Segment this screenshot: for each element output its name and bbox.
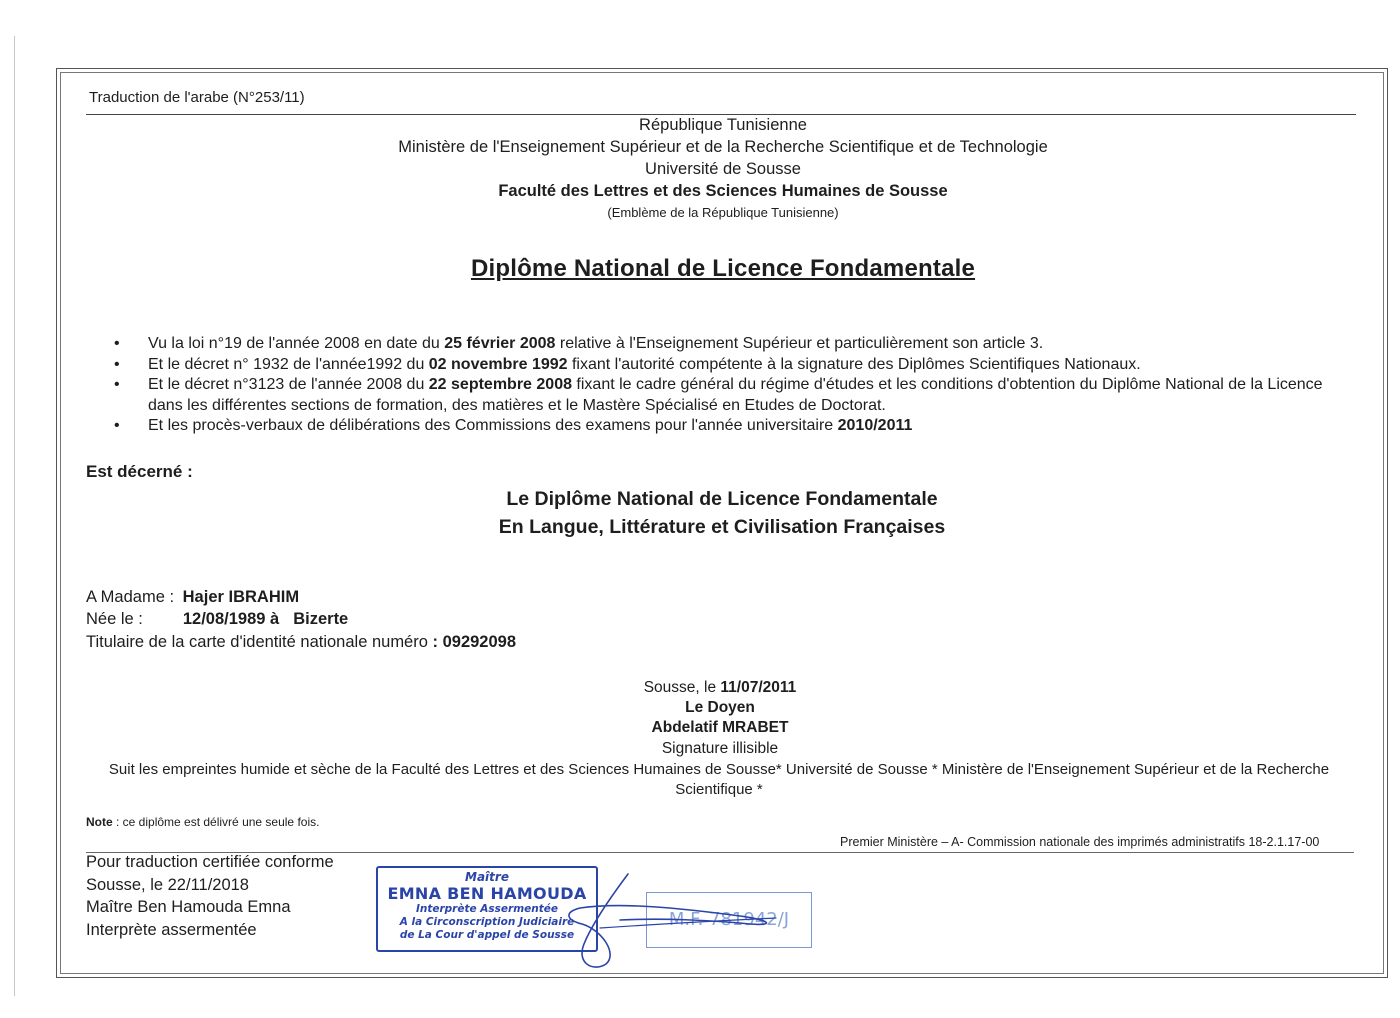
- signature-date-line: [0, 678, 1400, 699]
- consideration-text: Et le décret n°3123 de l'année 2008 du: [148, 376, 429, 393]
- translation-reference: Traduction de l'arabe (N°253/11): [89, 89, 305, 106]
- consideration-text: fixant le cadre général du régime d'études et les conditions d'obtention du Diplôme National de la Licence dans les différentes sections de formation, des matières et le Mastère Spécialisé en Etudes de Doctorat.: [148, 376, 1323, 414]
- id-label: Titulaire de la carte d'identité nationale numéro: [86, 633, 433, 651]
- consideration-date: 02 novembre 1992: [428, 355, 568, 373]
- birth-place: Bizerte: [293, 610, 349, 628]
- stamp-line: A la Circonscription Judiciaire: [399, 916, 575, 928]
- note-text: : ce diplôme est délivré une seule fois.: [112, 815, 320, 829]
- degree-name: Le Diplôme National de Licence Fondamentale: [506, 488, 938, 510]
- recipient-id-line: [86, 633, 516, 652]
- considerations-list: [114, 334, 1334, 437]
- list-item: [114, 416, 1334, 437]
- certification-line: Pour traduction certifiée conforme: [86, 853, 334, 871]
- note-label: Note: [86, 815, 113, 829]
- bullet-icon: •: [114, 417, 120, 434]
- stamp-line: Interprète Assermentée: [415, 903, 559, 915]
- consideration-date: 22 septembre 2008: [428, 376, 572, 393]
- consideration-date: 25 février 2008: [444, 335, 556, 352]
- consideration-date: 2010/2011: [837, 417, 913, 434]
- handwritten-signature: [540, 868, 800, 978]
- mf-stamp: M.F. 781942/J: [646, 892, 812, 948]
- consideration-text: relative à l'Enseignement Supérieur et particulièrement son article 3.: [555, 335, 1044, 352]
- degree-specialty: En Langue, Littérature et Civilisation Françaises: [498, 516, 946, 538]
- consideration-text: fixant l'autorité compétente à la signature des Diplômes Scientifiques Nationaux.: [567, 355, 1141, 373]
- recipient-name-line: [86, 588, 299, 607]
- signature-place: Sousse, le: [643, 679, 721, 696]
- stamp-title: Maître: [465, 870, 509, 884]
- consideration-text: Et les procès-verbaux de délibérations des Commissions des examens pour l'année universitaire: [148, 417, 838, 434]
- translator-name: Maître Ben Hamouda Emna: [86, 898, 291, 916]
- recipient-name: Hajer IBRAHIM: [182, 588, 300, 606]
- stamp-line: de La Cour d'appel de Sousse: [399, 929, 575, 941]
- form-reference: Premier Ministère – A- Commission nationale des imprimés administratifs 18-2.1.17-00: [840, 835, 1320, 849]
- issuance-note: [86, 815, 319, 829]
- certification-block: [86, 851, 334, 941]
- ministry-name: Ministère de l'Enseignement Supérieur et de la Recherche Scientifique et de Technologie: [398, 138, 1048, 156]
- list-item: [114, 334, 1334, 355]
- awarded-label: Est décerné :: [86, 462, 193, 481]
- birth-date: 12/08/1989 à: [182, 610, 280, 628]
- recipient-birth-line: [86, 610, 348, 629]
- id-number: 09292098: [442, 633, 517, 651]
- signature-status: Signature illisible: [661, 740, 779, 757]
- birth-label: Née le :: [86, 610, 143, 628]
- dean-name: Abdelatif MRABET: [651, 719, 789, 736]
- id-separator: :: [432, 633, 443, 651]
- certification-date: Sousse, le 22/11/2018: [86, 875, 249, 894]
- recipient-name-label: A Madame :: [86, 588, 179, 606]
- consideration-text: Et le décret n° 1932 de l'année1992 du: [148, 355, 429, 373]
- diploma-title: Diplôme National de Licence Fondamentale: [470, 255, 976, 282]
- consideration-text: Vu la loi n°19 de l'année 2008 en date du: [148, 335, 445, 352]
- list-item: [114, 355, 1334, 376]
- stamp-name: EMNA BEN HAMOUDA: [387, 884, 587, 903]
- list-item: [114, 375, 1334, 416]
- seals-note: Suit les empreintes humide et sèche de la Faculté des Lettres et des Sciences Humaines de Sousse* Université de Sousse * Ministère de l'Enseignement Supérieur et de la Recherche Scientifique *: [108, 761, 1330, 798]
- faculty-name: Faculté des Lettres et des Sciences Humaines de Sousse: [498, 182, 948, 200]
- republic-name: République Tunisienne: [639, 116, 807, 134]
- bullet-icon: •: [114, 355, 120, 373]
- bullet-icon: •: [114, 376, 120, 393]
- university-name: Université de Sousse: [645, 160, 801, 178]
- dean-title: Le Doyen: [685, 699, 755, 716]
- bullet-icon: •: [114, 335, 120, 352]
- translator-title: Interprète assermentée: [86, 920, 257, 939]
- signature-date: 11/07/2011: [720, 679, 797, 696]
- emblem-note: (Emblème de la République Tunisienne): [607, 205, 839, 220]
